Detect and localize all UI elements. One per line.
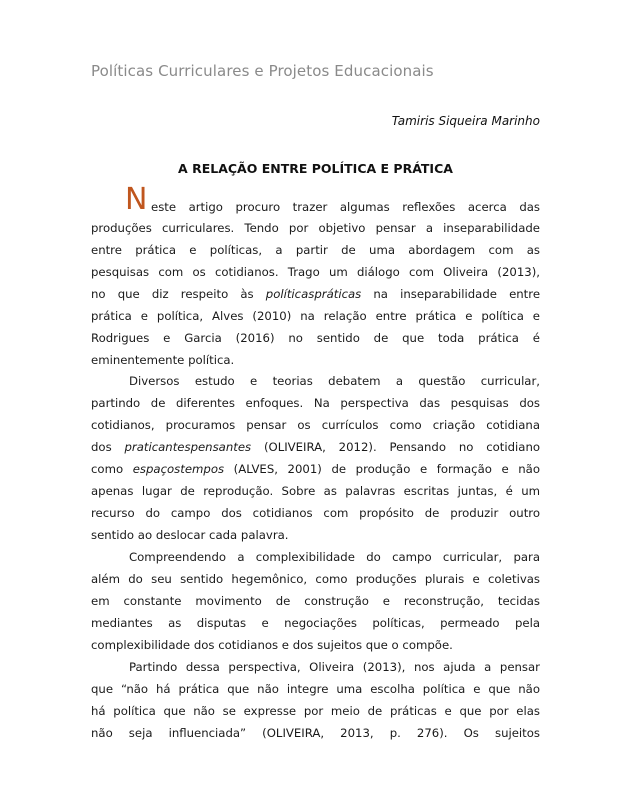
text-line: sentido ao deslocar cada palavra.	[91, 528, 289, 542]
text-line: recurso do campo dos cotidianos com propósito de produzir outro	[91, 506, 540, 520]
text-run: no que diz respeito às	[91, 287, 266, 301]
text-line: complexibilidade dos cotidianos e dos sujeitos que o compõe.	[91, 638, 453, 652]
text-line: produções curriculares. Tendo por objetivo pensar a inseparabilidade	[91, 221, 540, 235]
text-line: mediantes as disputas e negociações políticas, permeado pela	[91, 616, 540, 630]
text-line: Rodrigues e Garcia (2016) no sentido de que toda prática é	[91, 331, 540, 345]
author-name: Tamiris Siqueira Marinho	[391, 114, 540, 128]
text-line: apenas lugar de reprodução. Sobre as palavras escritas juntas, é um	[91, 484, 540, 498]
text-line: que “não há prática que não integre uma escolha política e que não	[91, 682, 540, 696]
text-run: (ALVES, 2001) de produção e formação e não	[224, 462, 540, 476]
text-run: na inseparabilidade entre	[361, 287, 540, 301]
paragraph-2	[91, 370, 540, 546]
text-line: Diversos estudo e teorias debatem a questão curricular,	[129, 374, 540, 388]
text-line: prática e política, Alves (2010) na relação entre prática e política e	[91, 309, 540, 323]
text-run: como	[91, 462, 133, 476]
text-line: Partindo dessa perspectiva, Oliveira (2013), nos ajuda a pensar	[129, 660, 540, 674]
text-line: não seja influenciada” (OLIVEIRA, 2013, p. 276). Os sujeitos	[91, 726, 540, 740]
paragraph-4	[91, 656, 540, 744]
text-line	[91, 458, 540, 480]
italic-term: espaçostempos	[132, 462, 225, 476]
paragraph-1-first-line: este artigo procuro trazer algumas reflexões acerca das	[151, 200, 540, 214]
paragraph-1	[91, 217, 540, 371]
text-line: além do seu sentido hegemônico, como produções plurais e coletivas	[91, 572, 540, 586]
text-line: partindo de diferentes enfoques. Na perspectiva das pesquisas dos	[91, 396, 540, 410]
article-title: A RELAÇÃO ENTRE POLÍTICA E PRÁTICA	[178, 161, 453, 176]
paragraph-3	[91, 546, 540, 656]
text-run: (OLIVEIRA, 2012). Pensando no cotidiano	[251, 440, 540, 454]
running-header: Políticas Curriculares e Projetos Educacionais	[91, 62, 434, 80]
text-line: cotidianos, procuramos pensar os currículos como criação cotidiana	[91, 418, 540, 432]
text-line: Compreendendo a complexibilidade do campo curricular, para	[129, 550, 540, 564]
text-line	[91, 436, 540, 458]
text-line: eminentemente política.	[91, 353, 235, 367]
text-line	[91, 283, 540, 305]
italic-term: políticaspráticas	[265, 287, 362, 301]
text-line: há política que não se expresse por meio de práticas e que por elas	[91, 704, 540, 718]
text-line: pesquisas com os cotidianos. Trago um diálogo com Oliveira (2013),	[91, 265, 540, 279]
italic-term: praticantespensantes	[124, 440, 252, 454]
drop-cap: N	[125, 182, 148, 217]
text-line: em constante movimento de construção e reconstrução, tecidas	[91, 594, 540, 608]
text-line: entre prática e políticas, a partir de uma abordagem com as	[91, 243, 540, 257]
text-run: dos	[91, 440, 125, 454]
